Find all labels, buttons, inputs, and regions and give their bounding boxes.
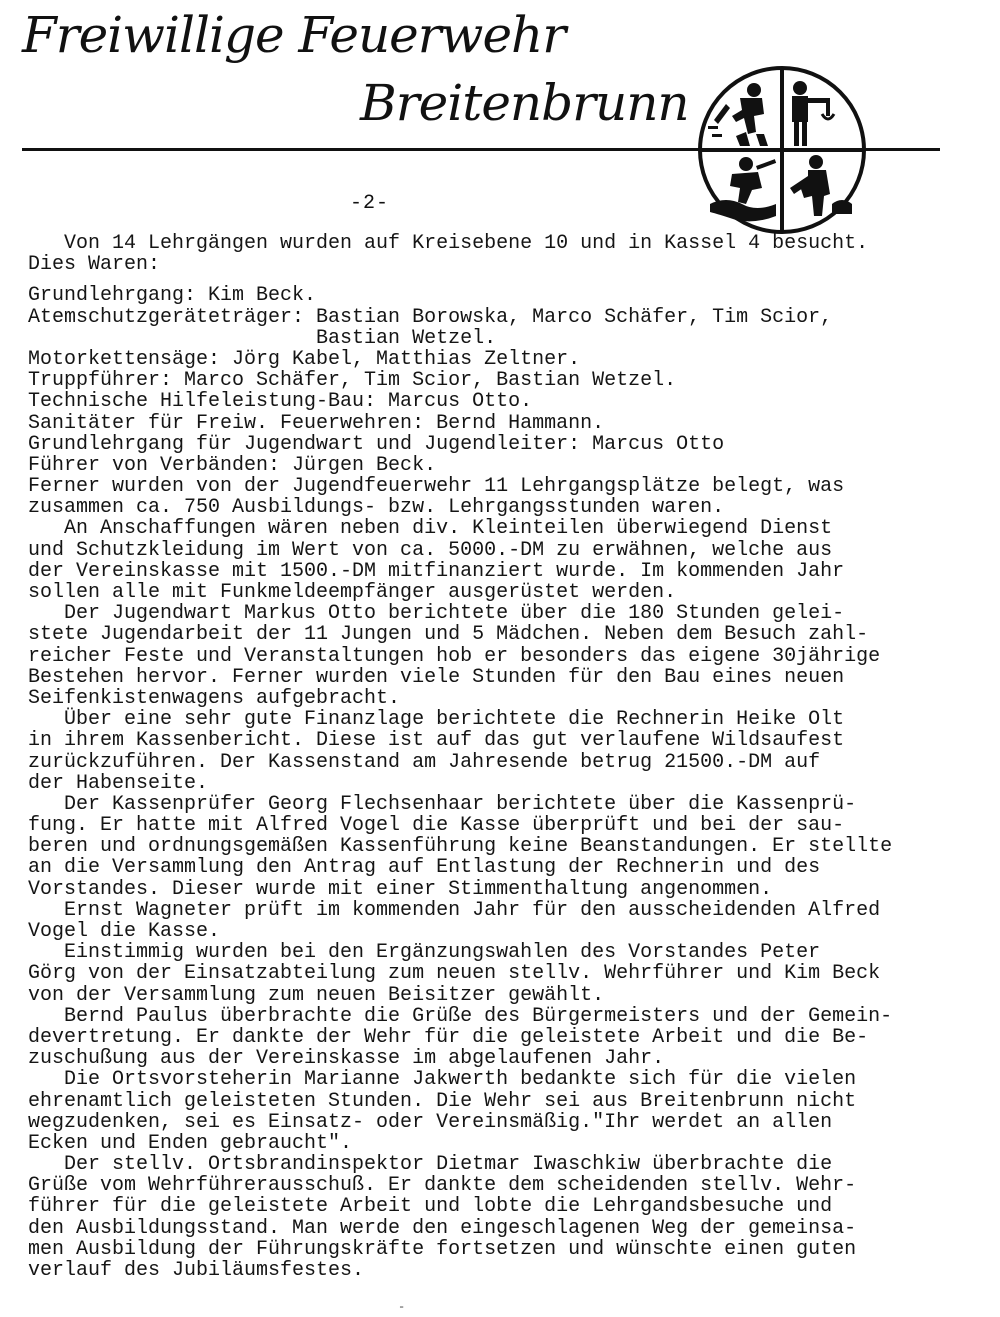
text-line: Der Kassenprüfer Georg Flechsenhaar berichtete über die Kassenprü- <box>28 792 857 816</box>
text-line: zusammen ca. 750 Ausbildungs- bzw. Lehrgangsstunden waren. <box>28 496 725 520</box>
letterhead-title-line-1: Freiwillige Feuerwehr <box>22 6 566 64</box>
text-line: beren und ordnungsgemäßen Kassenführung keine Beanstandungen. Er stellte <box>28 835 893 859</box>
text-line: Grundlehrgang für Jugendwart und Jugendleiter: Marcus Otto <box>28 432 725 456</box>
text-line: Führer von Verbänden: Jürgen Beck. <box>28 453 437 477</box>
text-line: Dies Waren: <box>28 253 161 277</box>
text-line: ehrenamtlich geleisteten Stunden. Die Wehr sei aus Breitenbrunn nicht <box>28 1089 857 1113</box>
text-line: der Vereinskasse mit 1500.-DM mitfinanziert wurde. Im kommenden Jahr <box>28 559 845 583</box>
text-line: Grundlehrgang: Kim Beck. <box>28 284 317 308</box>
text-line: an die Versammlung den Antrag auf Entlastung der Rechnerin und des <box>28 856 821 880</box>
text-line: Über eine sehr gute Finanzlage berichtete die Rechnerin Heike Olt <box>28 708 845 732</box>
text-line: Der Jugendwart Markus Otto berichtete über die 180 Stunden gelei- <box>28 602 845 626</box>
text-line: zuschußung aus der Vereinskasse im abgelaufenen Jahr. <box>28 1047 665 1071</box>
text-line: Ecken und Enden gebraucht". <box>28 1131 353 1155</box>
text-line: Truppführer: Marco Schäfer, Tim Scior, Bastian Wetzel. <box>28 369 677 393</box>
text-line: fung. Er hatte mit Alfred Vogel die Kasse überprüft und bei der sau- <box>28 814 845 838</box>
text-line: Seifenkistenwagens aufgebracht. <box>28 686 401 710</box>
text-line: devertretung. Er dankte der Wehr für die geleistete Arbeit und die Be- <box>28 1025 869 1049</box>
letterhead-title-line-2: Breitenbrunn <box>360 74 689 132</box>
text-line: An Anschaffungen wären neben div. Kleinteilen überwiegend Dienst <box>28 517 833 541</box>
text-line: Ferner wurden von der Jugendfeuerwehr 11 Lehrgangsplätze belegt, was <box>28 475 845 499</box>
text-line: Bastian Wetzel. <box>28 326 497 350</box>
text-line: den Ausbildungsstand. Man werde den eingeschlagenen Weg der gemeinsa- <box>28 1216 857 1240</box>
text-line: von der Versammlung zum neuen Beisitzer gewählt. <box>28 983 605 1007</box>
text-line: Vorstandes. Dieser wurde mit einer Stimmenthaltung angenommen. <box>28 877 773 901</box>
text-line: reicher Feste und Veranstaltungen hob er besonders das eigene 30jährige <box>28 644 881 668</box>
firefighter-emblem-icon <box>696 64 868 236</box>
text-line: Bestehen hervor. Ferner wurden viele Stunden für den Bau eines neuen <box>28 665 845 689</box>
text-line: wegzudenken, sei es Einsatz- oder Vereinsmäßig."Ihr werdet an allen <box>28 1110 833 1134</box>
document-body <box>28 233 980 1281</box>
text-line: verlauf des Jubiläumsfestes. <box>28 1259 365 1282</box>
text-line: Grüße vom Wehrführerausschuß. Er dankte dem scheidenden stellv. Wehr- <box>28 1174 857 1198</box>
text-line: Technische Hilfeleistung-Bau: Marcus Otto. <box>28 390 533 414</box>
page-number: -2- <box>350 192 390 215</box>
text-line: Einstimmig wurden bei den Ergänzungswahlen des Vorstandes Peter <box>28 941 821 965</box>
text-line: Ernst Wagneter prüft im kommenden Jahr für den ausscheidenden Alfred <box>28 898 881 922</box>
text-line: Motorkettensäge: Jörg Kabel, Matthias Zeltner. <box>28 347 581 371</box>
text-line: Görg von der Einsatzabteilung zum neuen stellv. Wehrführer und Kim Beck <box>28 962 881 986</box>
text-line: Atemschutzgeräteträger: Bastian Borowska, Marco Schäfer, Tim Scior, <box>28 305 833 329</box>
text-line: in ihrem Kassenbericht. Diese ist auf das gut verlaufene Wildsaufest <box>28 729 845 753</box>
text-line: Bernd Paulus überbrachte die Grüße des Bürgermeisters und der Gemein- <box>28 1004 893 1028</box>
text-line: Von 14 Lehrgängen wurden auf Kreisebene 10 und in Kassel 4 besucht. <box>28 232 869 255</box>
text-line: der Habenseite. <box>28 771 209 795</box>
letterhead <box>0 0 1000 240</box>
text-line: Sanitäter für Freiw. Feuerwehren: Bernd Hammann. <box>28 411 605 435</box>
text-line: zurückzuführen. Der Kassenstand am Jahresende betrug 21500.-DM auf <box>28 750 821 774</box>
text-line: Vogel die Kasse. <box>28 920 221 943</box>
text-line: sollen alle mit Funkmeldeempfänger ausgerüstet werden. <box>28 581 677 604</box>
text-line: führer für die geleistete Arbeit und lobte die Lehrgandsbesuche und <box>28 1195 833 1219</box>
text-line: Die Ortsvorsteherin Marianne Jakwerth bedankte sich für die vielen <box>28 1068 857 1092</box>
text-line: stete Jugendarbeit der 11 Jungen und 5 Mädchen. Neben dem Besuch zahl- <box>28 623 869 647</box>
text-line: men Ausbildung der Führungskräfte fortsetzen und wünschte einen guten <box>28 1237 857 1261</box>
text-line: und Schutzkleidung im Wert von ca. 5000.-DM zu erwähnen, welche aus <box>28 538 833 562</box>
footer-mark: - <box>398 1300 406 1314</box>
text-line: Der stellv. Ortsbrandinspektor Dietmar Iwaschkiw überbrachte die <box>28 1153 833 1177</box>
